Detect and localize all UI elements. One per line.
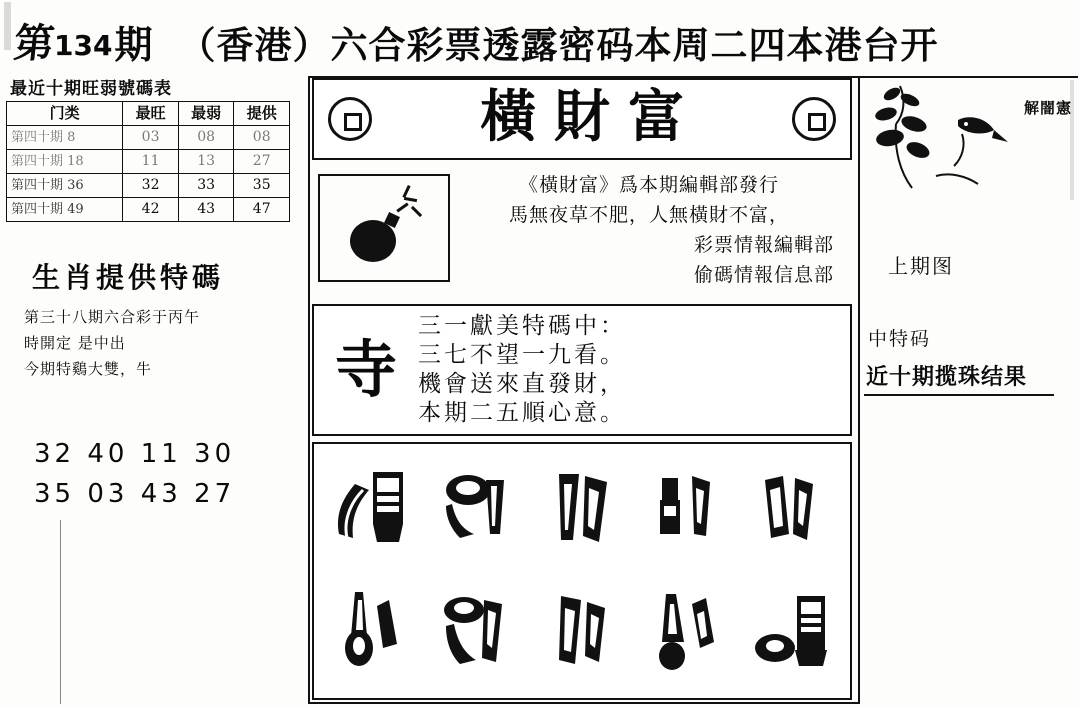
row-label: 第四十期 49 — [7, 198, 123, 222]
card-bowl-icon — [749, 586, 835, 678]
verse-seal-character: 寺 — [334, 333, 397, 406]
picture-cell-scroll-cards — [320, 450, 423, 570]
seal-stamp-label: 解闇憲 — [1023, 99, 1072, 117]
row-strong: 32 — [123, 174, 179, 198]
special-code-label: 中特码 — [868, 328, 932, 350]
frame-right-rule — [858, 76, 860, 704]
verse-line-3: 機會送來直發財， — [418, 371, 626, 397]
center-column — [312, 78, 852, 702]
zodiac-line-2: 時開定 是中出 — [24, 334, 126, 352]
slogan-line-3: 彩票情報編輯部 — [693, 234, 834, 256]
zodiac-section-title: 生肖提供特碼 — [32, 261, 225, 294]
previous-issue-image-label: 上期图 — [888, 254, 954, 278]
headline-text: （香港）六合彩票透露密码本周二四本港台开 — [178, 23, 939, 67]
rolled-mat-icon — [539, 586, 625, 678]
bomb-body — [350, 220, 396, 262]
col-header-offer: 提供 — [234, 102, 290, 126]
row-offer: 47 — [234, 198, 290, 222]
row-strong: 11 — [123, 150, 179, 174]
picture-cell-grain-sheaf — [636, 572, 739, 692]
recent-results-underline — [864, 394, 1054, 396]
col-header-weak: 最弱 — [178, 102, 234, 126]
weak-strong-table-caption: 最近十期旺弱號碼表 — [10, 79, 172, 99]
row-label: 第四十期 8 — [7, 126, 123, 150]
picture-cell-folded-cloth — [530, 450, 633, 570]
coin-icon — [328, 97, 372, 141]
picture-cell-rolled-mat — [530, 572, 633, 692]
bomb-spark — [404, 197, 417, 202]
scan-artifact — [1070, 80, 1074, 200]
row-label: 第四十期 36 — [7, 174, 123, 198]
brand-title: 橫財富 — [480, 84, 702, 150]
verse-lines — [418, 312, 850, 428]
lucky-numbers-block — [34, 434, 306, 514]
picture-cell-feather-stack — [320, 572, 423, 692]
table-header-row — [7, 102, 290, 126]
feather-stack-icon — [329, 586, 415, 678]
picture-cell-lipstick-pair — [636, 450, 739, 570]
verse-box — [312, 304, 852, 436]
table-row — [7, 150, 290, 174]
verse-line-2: 三七不望一九看。 — [418, 342, 626, 368]
seal-stamp-text — [1024, 100, 1072, 117]
headline-banner — [0, 4, 1080, 70]
scan-artifact — [4, 2, 11, 50]
table-row — [7, 174, 290, 198]
bomb-icon — [318, 174, 450, 282]
verse-line-4: 本期二五順心意。 — [418, 400, 626, 426]
picture-cell-shell-scroll — [425, 572, 528, 692]
row-weak: 43 — [178, 198, 234, 222]
slogan-lines — [450, 164, 852, 298]
twin-scrolls-icon — [749, 464, 835, 556]
lipstick-pair-icon — [644, 464, 730, 556]
slogan-line-1: 《橫財富》爲本期編輯部發行 — [518, 174, 779, 196]
weak-strong-table — [6, 101, 290, 222]
grain-sheaf-icon — [644, 586, 730, 678]
row-offer: 27 — [234, 150, 290, 174]
plant-bird-art — [866, 80, 1016, 200]
frame-left-rule — [308, 76, 310, 704]
row-offer: 08 — [234, 126, 290, 150]
picture-grid — [320, 450, 844, 692]
row-offer: 35 — [234, 174, 290, 198]
lucky-numbers-row-2: 35 03 43 27 — [34, 479, 236, 509]
scroll-cards-icon — [329, 464, 415, 556]
shell-scroll-icon — [434, 586, 520, 678]
zodiac-line-3: 今期特鷄大雙，牛 — [24, 360, 153, 378]
verse-line-1: 三一獻美特碼中： — [418, 313, 626, 339]
slogan-section — [312, 164, 852, 298]
brand-title-box — [312, 78, 852, 160]
col-header-strong: 最旺 — [123, 102, 179, 126]
row-weak: 08 — [178, 126, 234, 150]
row-weak: 33 — [178, 174, 234, 198]
lucky-numbers-row-1: 32 40 11 30 — [34, 439, 236, 469]
slogan-line-2: 馬無夜草不肥，人無橫財不富， — [508, 204, 789, 226]
col-header-category: 门类 — [7, 102, 123, 126]
right-column — [862, 74, 1076, 704]
table-row — [7, 198, 290, 222]
issue-number: 134 — [54, 29, 113, 62]
picture-cell-twin-scrolls — [741, 450, 844, 570]
zodiac-line-1: 第三十八期六合彩于丙午 — [24, 308, 201, 326]
folded-cloth-icon — [539, 464, 625, 556]
row-label: 第四十期 18 — [7, 150, 123, 174]
row-strong: 03 — [123, 126, 179, 150]
bomb-spark — [396, 203, 408, 213]
issue-mark: 第 — [11, 20, 55, 67]
picture-grid-box — [312, 442, 852, 700]
coin-icon — [792, 97, 836, 141]
bomb-spark — [411, 206, 422, 217]
table-row — [7, 126, 290, 150]
picture-cell-shell-bundle — [425, 450, 528, 570]
issue-unit: 期 — [114, 22, 153, 67]
recent-results-label: 近十期揽珠结果 — [866, 364, 1028, 390]
picture-cell-card-bowl — [741, 572, 844, 692]
shell-bundle-icon — [434, 464, 520, 556]
frame-bottom-rule — [310, 702, 858, 704]
left-column — [6, 74, 306, 704]
row-weak: 13 — [178, 150, 234, 174]
bomb-spark — [402, 185, 410, 198]
row-strong: 42 — [123, 198, 179, 222]
slogan-line-4: 偷碼情報信息部 — [693, 264, 834, 286]
